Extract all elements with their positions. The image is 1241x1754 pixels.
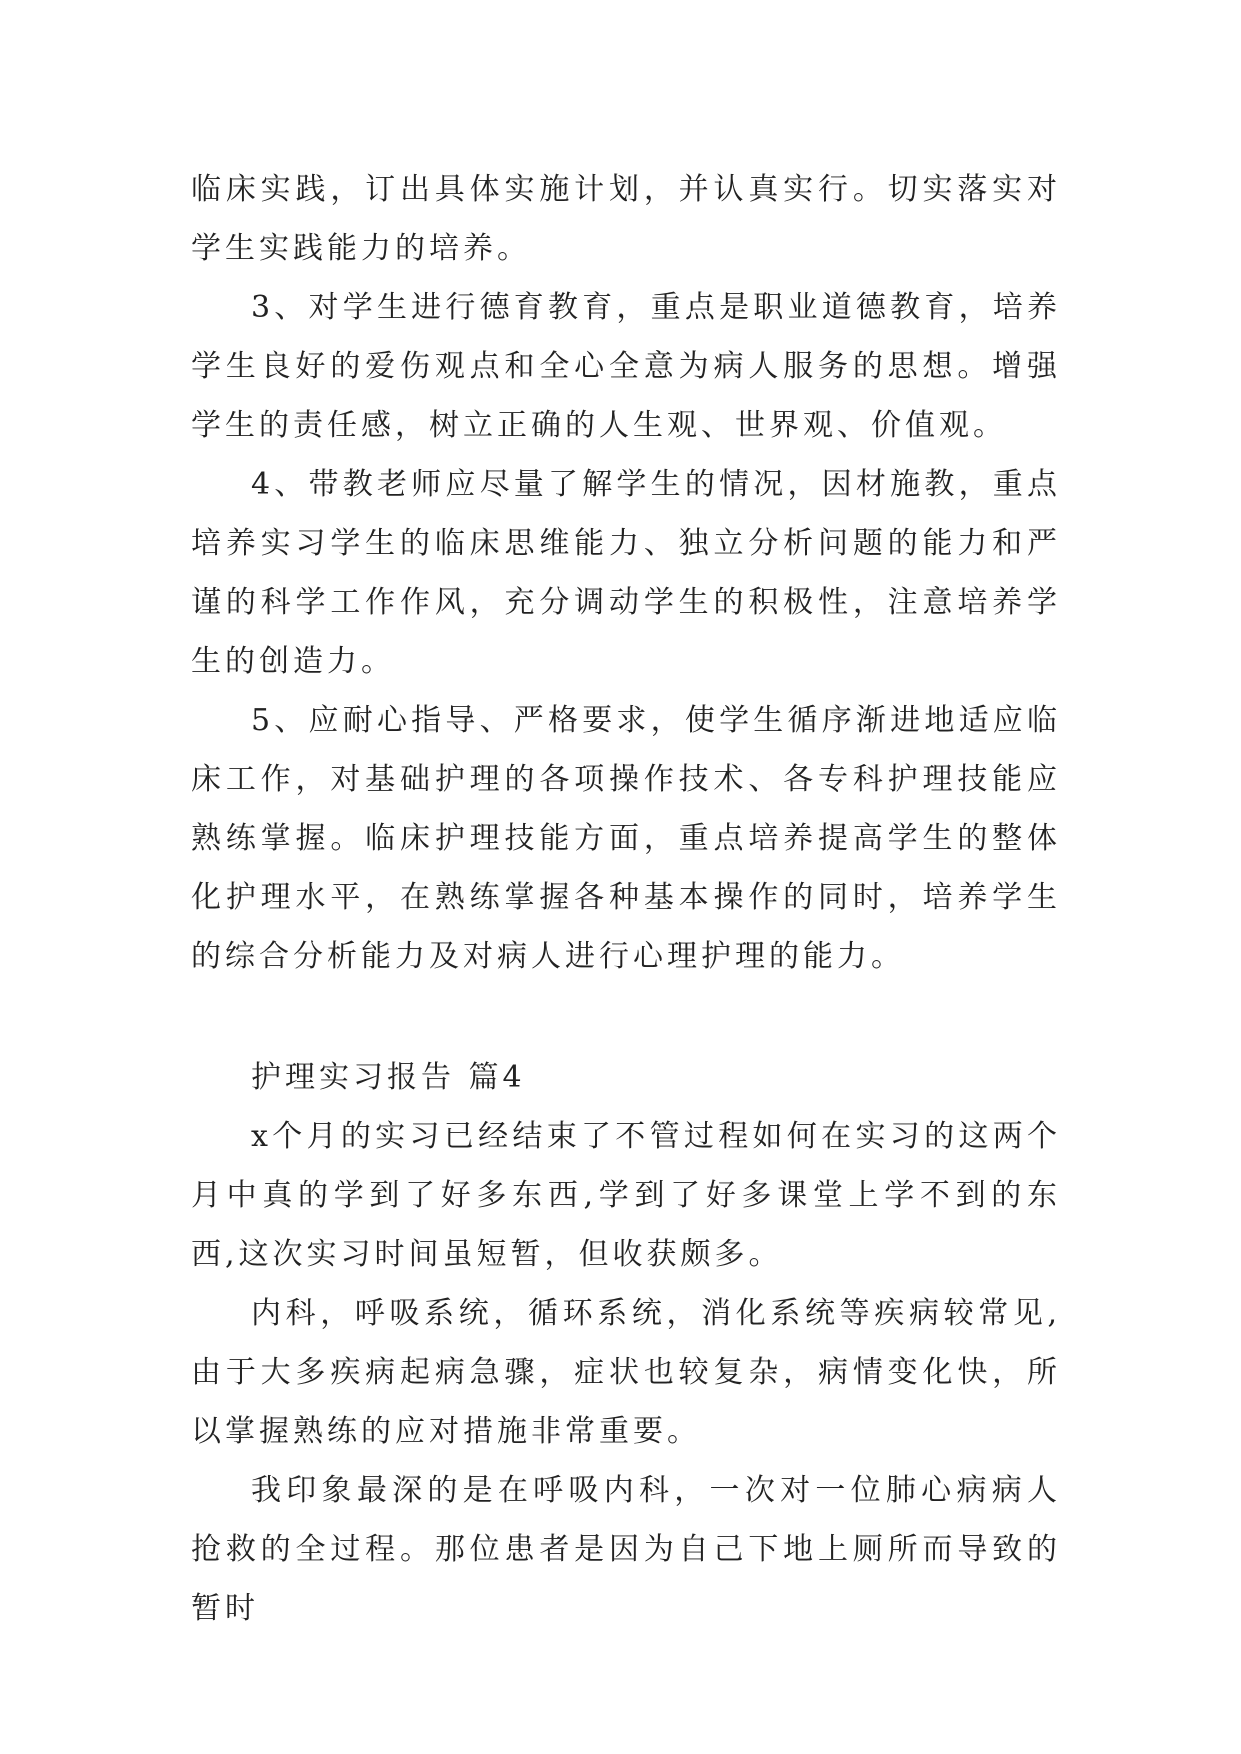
paragraph: 内科，呼吸系统，循环系统，消化系统等疾病较常见,由于大多疾病起病急骤，症状也较复杂，病情变化快，所以掌握熟练的应对措施非常重要。 <box>191 1296 1061 1449</box>
paragraph: 3、对学生进行德育教育，重点是职业道德教育，培养学生良好的爱伤观点和全心全意为病人服务的思想。增强学生的责任感，树立正确的人生观、世界观、价值观。 <box>191 290 1061 443</box>
document-body <box>191 160 1061 1638</box>
paragraph: 我印象最深的是在呼吸内科，一次对一位肺心病病人抢救的全过程。那位患者是因为自己下地上厕所而导致的暂时 <box>191 1473 1061 1626</box>
paragraph: 临床实践，订出具体实施计划，并认真实行。切实落实对学生实践能力的培养。 <box>191 172 1061 266</box>
paragraph: 5、应耐心指导、严格要求，使学生循序渐进地适应临床工作，对基础护理的各项操作技术、各专科护理技能应熟练掌握。临床护理技能方面，重点培养提高学生的整体化护理水平，在熟练掌握各种基本操作的同时，培养学生的综合分析能力及对病人进行心理护理的能力。 <box>191 703 1061 974</box>
paragraph: x个月的实习已经结束了不管过程如何在实习的这两个月中真的学到了好多东西,学到了好多课堂上学不到的东西,这次实习时间虽短暂，但收获颇多。 <box>191 1119 1061 1272</box>
paragraph: 4、带教老师应尽量了解学生的情况，因材施教，重点培养实习学生的临床思维能力、独立分析问题的能力和严谨的科学工作作风，充分调动学生的积极性，注意培养学生的创造力。 <box>191 467 1061 679</box>
section-heading: 护理实习报告 篇4 <box>251 1060 526 1095</box>
